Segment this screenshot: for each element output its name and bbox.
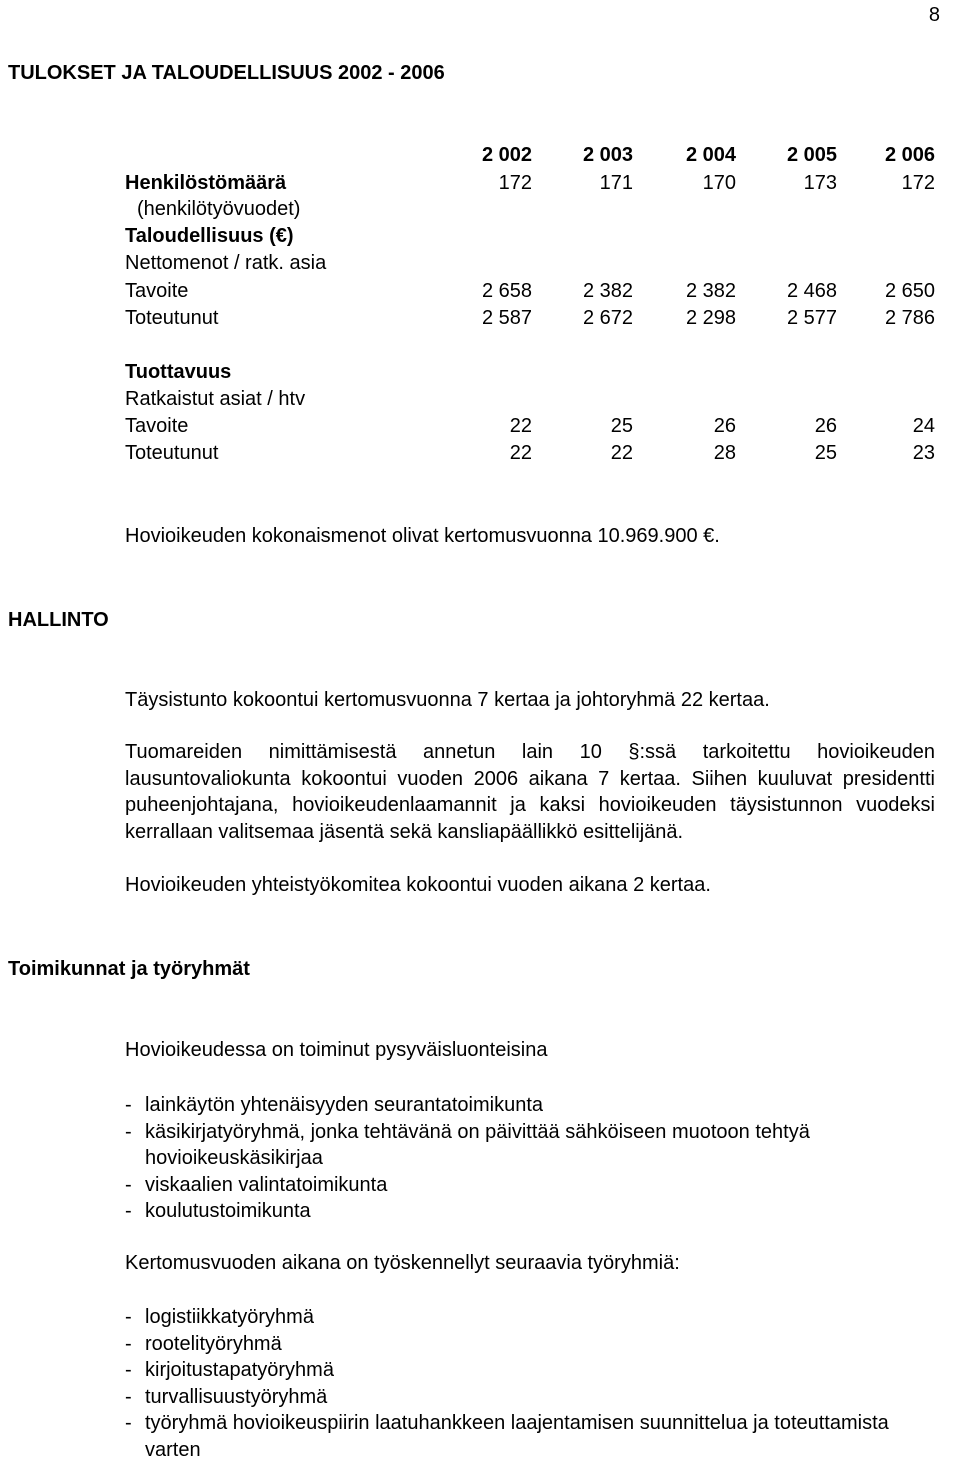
hallinto-paragraph-2: Tuomareiden nimittämisestä annetun lain 10 §:ssä tarkoitettu hovioikeuden lausuntovaliokunta kokoontui vuoden 2006 aikana 7 kertaa. Siihen kuuluvat presidentti puheenjohtajana, hovioikeudenlaamannit ja kaksi hovioikeuden täysistunnon vuodeksi kerrallaan valitsemaa jäsentä sekä kansliapäällikkö esittelijänä. [125,741,935,843]
cases-actual-value: 25 [814,442,837,464]
net-target-value: 2 468 [786,280,837,302]
total-costs-text: Hovioikeuden kokonaismenot olivat kertomusvuonna 10.969.900 €. [125,525,720,547]
list-item: - turvallisuustyöryhmä [125,1385,328,1408]
cases-actual-value: 23 [912,442,935,464]
working-groups-list [125,1304,945,1463]
list-item: - koulutustoimikunta [125,1200,311,1222]
cases-actual-value: 22 [509,442,532,464]
toimikunnat-intro-2: Kertomusvuoden aikana on työskennellyt seuraavia työryhmiä: [125,1252,680,1274]
list-item: - viskaalien valintatoimikunta [125,1173,388,1196]
hallinto-heading: HALLINTO [8,609,109,631]
list-item: - käsikirjatyöryhmä, jonka tehtävänä on päivittää sähköiseen muotoon tehtyä hovioikeuskäsikirjaa [125,1120,810,1169]
staff-label: Henkilöstömäärä [125,172,287,194]
net-target-value: 2 382 [685,280,736,302]
page-number: 8 [928,4,940,26]
cases-actual-value: 22 [610,442,633,464]
cases-target-label: Tavoite [125,415,189,437]
cases-target-value: 26 [814,415,837,437]
net-actual-value: 2 786 [884,307,935,329]
toimikunnat-heading: Toimikunnat ja työryhmät [8,958,250,980]
list-item: - rootelityöryhmä [125,1332,282,1355]
productivity-label: Tuottavuus [125,361,232,383]
staff-value: 172 [901,172,935,194]
cases-target-value: 22 [509,415,532,437]
cases-actual-label: Toteutunut [125,442,219,464]
net-actual-value: 2 577 [786,307,837,329]
staff-value: 173 [803,172,837,194]
year-cell: 2 005 [786,144,837,166]
staff-sublabel: (henkilötyövuodet) [137,198,301,220]
net-actual-value: 2 298 [685,307,736,329]
toimikunnat-intro-1: Hovioikeudessa on toiminut pysyväisluonteisina [125,1039,548,1061]
hallinto-paragraph-3: Hovioikeuden yhteistyökomitea kokoontui vuoden aikana 2 kertaa. [125,874,711,896]
permanent-committees-list [125,1092,925,1225]
cases-target-value: 24 [912,415,935,437]
net-target-label: Tavoite [125,280,189,302]
economy-label: Taloudellisuus (€) [125,225,294,247]
net-actual-value: 2 672 [582,307,633,329]
staff-value: 171 [599,172,633,194]
staff-value: 170 [702,172,736,194]
year-cell: 2 004 [685,144,736,166]
page-title: TULOKSET JA TALOUDELLISUUS 2002 - 2006 [8,62,445,84]
list-item: - logistiikkatyöryhmä [125,1306,314,1328]
list-item: - kirjoitustapatyöryhmä [125,1359,334,1381]
cases-label: Ratkaistut asiat / htv [125,388,306,410]
cases-actual-value: 28 [713,442,736,464]
net-actual-label: Toteutunut [125,307,219,329]
year-cell: 2 003 [582,144,633,166]
staff-value: 172 [498,172,532,194]
list-item: - työryhmä hovioikeuspiirin laatuhankkeen laajentamisen suunnittelua ja toteuttamista varten [125,1412,889,1461]
net-target-value: 2 658 [481,280,532,302]
hallinto-paragraph-1: Täysistunto kokoontui kertomusvuonna 7 kertaa ja johtoryhmä 22 kertaa. [125,689,770,711]
net-target-value: 2 650 [884,280,935,302]
cases-target-value: 25 [610,415,633,437]
cases-target-value: 26 [713,415,736,437]
year-cell: 2 002 [481,144,532,166]
year-cell: 2 006 [884,144,935,166]
list-item: - lainkäytön yhtenäisyyden seurantatoimikunta [125,1094,544,1116]
net-cost-label: Nettomenot / ratk. asia [125,252,327,274]
net-actual-value: 2 587 [481,307,532,329]
net-target-value: 2 382 [582,280,633,302]
